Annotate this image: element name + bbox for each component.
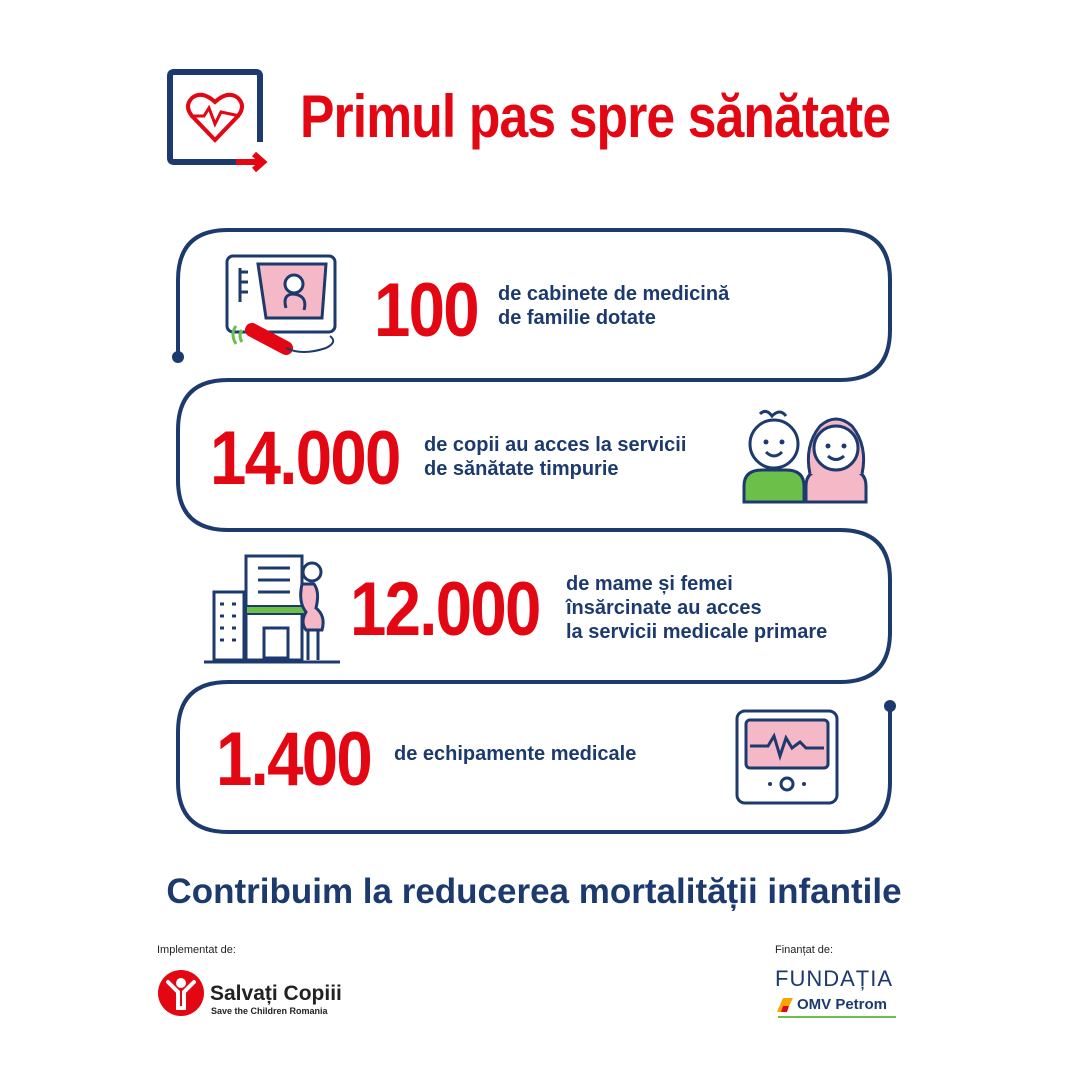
partner1-name: Salvați Copiii — [210, 982, 342, 1005]
stat-line: însărcinate au acces — [566, 597, 762, 619]
stat-line: la servicii medicale primare — [566, 621, 828, 643]
stat-line: de familie dotate — [498, 307, 656, 329]
save-the-children-logo — [156, 968, 206, 1018]
page-title: Primul pas spre sănătate — [300, 83, 891, 150]
partner2-name: FUNDAȚIA — [775, 966, 893, 991]
stat-number-equipment: 1.400 — [216, 717, 371, 802]
partner2-underline — [778, 1016, 896, 1018]
stat-line: de mame și femei — [566, 573, 733, 595]
implemented-label: Implementat de: — [157, 944, 236, 956]
stat-desc-cabinets — [498, 282, 729, 330]
stat-desc-children — [424, 433, 686, 481]
stat-number-children: 14.000 — [210, 416, 400, 501]
partner1-sub: Save the Children Romania — [211, 1006, 328, 1016]
omv-logo-icon — [775, 996, 795, 1014]
stat-number-cabinets: 100 — [374, 268, 478, 353]
heart-monitor-icon — [166, 68, 270, 176]
stat-line: de sănătate timpurie — [424, 458, 619, 480]
stat-number-mothers: 12.000 — [350, 567, 540, 652]
stat-line: de cabinete de medicină — [498, 283, 730, 305]
stat-line: de copii au acces la servicii — [424, 434, 687, 456]
stat-desc-equipment: de echipamente medicale — [394, 743, 637, 765]
partner2-sub: OMV Petrom — [797, 996, 888, 1013]
hospital-mother-icon — [202, 552, 342, 666]
ultrasound-icon — [222, 252, 344, 364]
stat-desc-mothers — [566, 572, 827, 644]
medical-monitor-icon — [734, 708, 842, 806]
funded-label: Finanțat de: — [775, 944, 834, 956]
tagline: Contribuim la reducerea mortalității infantile — [166, 872, 902, 911]
children-icon — [740, 406, 870, 506]
